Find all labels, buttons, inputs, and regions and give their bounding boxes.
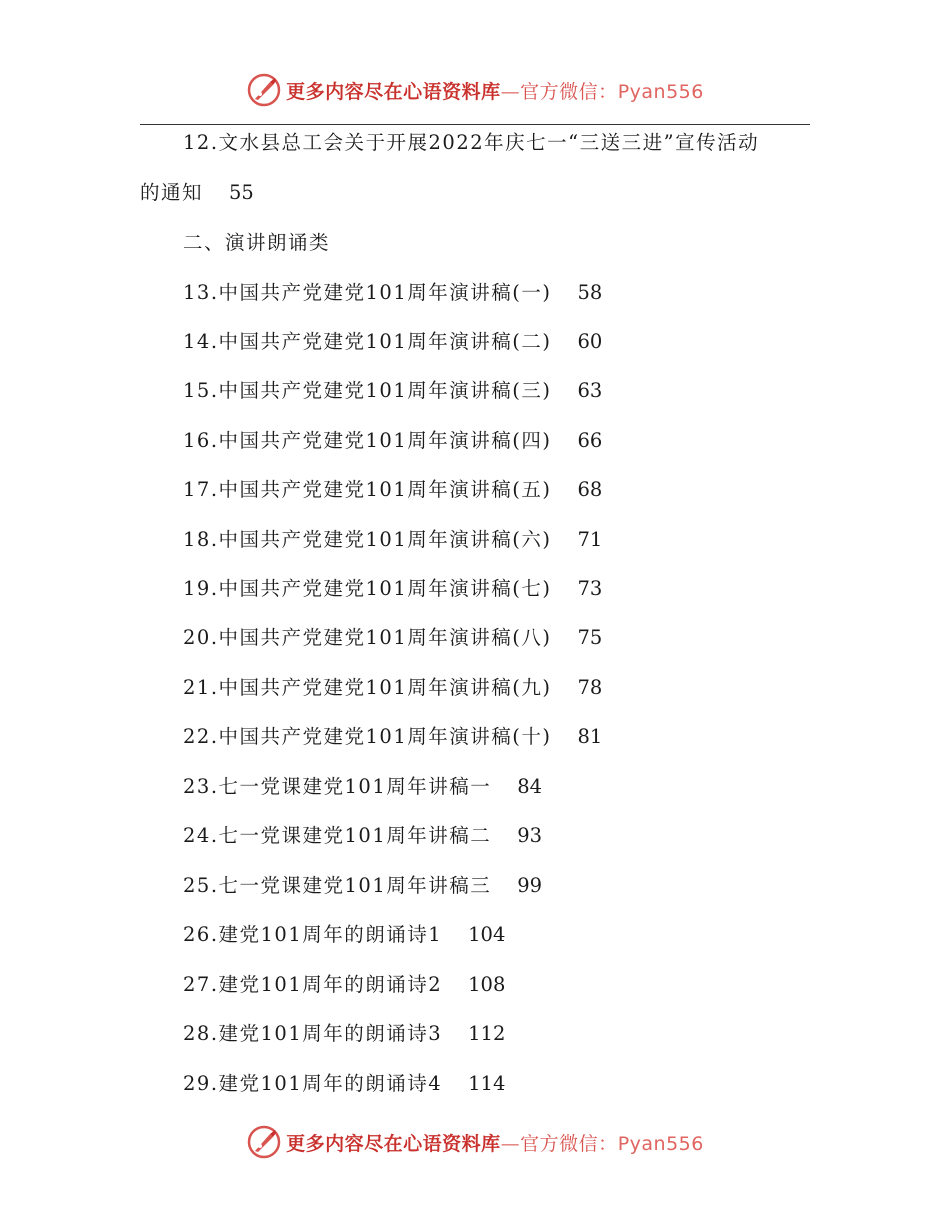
- toc-item-title: 26.建党101周年的朗诵诗1: [183, 923, 443, 946]
- toc-item-12-title-end: 的通知: [140, 181, 204, 204]
- banner-wechat-id: Pyan556: [617, 80, 704, 103]
- header-banner: [0, 68, 950, 112]
- toc-item-page: 73: [577, 577, 603, 600]
- quill-logo-icon: [246, 1124, 282, 1160]
- banner-separator: —: [500, 1132, 521, 1155]
- toc-item: [183, 919, 505, 947]
- toc-item-title: 16.中国共产党建党101周年演讲稿(四): [183, 429, 552, 452]
- banner-text: [286, 1129, 704, 1156]
- section-heading: 二、演讲朗诵类: [183, 231, 331, 254]
- toc-item-page: 81: [577, 725, 603, 748]
- toc-item: [183, 277, 602, 305]
- toc-item: [183, 474, 602, 502]
- toc-item-page: 60: [577, 330, 603, 353]
- toc-item-title: 13.中国共产党建党101周年演讲稿(一): [183, 281, 552, 304]
- banner-wechat-id: Pyan556: [617, 1132, 704, 1155]
- toc-item-title: 20.中国共产党建党101周年演讲稿(八): [183, 626, 552, 649]
- toc-item-page: 104: [468, 923, 506, 946]
- toc-item-page: 75: [577, 626, 603, 649]
- toc-item-page: 99: [517, 874, 543, 897]
- toc-item-page: 71: [577, 528, 603, 551]
- toc-item-page: 112: [468, 1022, 506, 1045]
- toc-item-title: 17.中国共产党建党101周年演讲稿(五): [183, 478, 552, 501]
- header-rule: [140, 124, 810, 125]
- toc-item-page: 114: [468, 1072, 506, 1095]
- toc-item-page: 108: [468, 973, 506, 996]
- toc-item-12-page: 55: [229, 181, 254, 204]
- toc-item-page: 93: [517, 824, 543, 847]
- toc-item: [183, 375, 602, 403]
- toc-item: [183, 573, 602, 601]
- toc-item-title: 21.中国共产党建党101周年演讲稿(九): [183, 676, 552, 699]
- toc-item: [183, 820, 542, 848]
- toc-item-title: 22.中国共产党建党101周年演讲稿(十): [183, 725, 552, 748]
- toc-item: [183, 1018, 505, 1046]
- toc-item: [183, 771, 542, 799]
- toc-item-12-line2: [140, 177, 254, 205]
- toc-item: [183, 672, 602, 700]
- banner-separator: —: [500, 80, 521, 103]
- toc-item: [183, 721, 602, 749]
- toc-item: [183, 326, 602, 354]
- banner-brand: 更多内容尽在心语资料库: [286, 1132, 501, 1155]
- toc-item-title: 28.建党101周年的朗诵诗3: [183, 1022, 443, 1045]
- banner-text: [286, 77, 704, 104]
- toc-item-title: 18.中国共产党建党101周年演讲稿(六): [183, 528, 552, 551]
- toc-item-title: 27.建党101周年的朗诵诗2: [183, 973, 443, 996]
- footer-banner: [0, 1120, 950, 1164]
- toc-item: [183, 622, 602, 650]
- toc-item-page: 66: [577, 429, 603, 452]
- toc-item-page: 68: [577, 478, 603, 501]
- toc-item-page: 58: [577, 281, 603, 304]
- toc-item-page: 84: [517, 775, 543, 798]
- toc-item-title: 23.七一党课建党101周年讲稿一: [183, 775, 492, 798]
- toc-item-title: 25.七一党课建党101周年讲稿三: [183, 874, 492, 897]
- banner-official-label: 官方微信：: [520, 1132, 618, 1155]
- toc-item: [183, 425, 602, 453]
- toc-item: [183, 524, 602, 552]
- toc-item-title: 24.七一党课建党101周年讲稿二: [183, 824, 492, 847]
- toc-item-page: 63: [577, 379, 603, 402]
- banner-official-label: 官方微信：: [520, 80, 618, 103]
- quill-logo-icon: [246, 72, 282, 108]
- banner-brand: 更多内容尽在心语资料库: [286, 80, 501, 103]
- toc-item-title: 29.建党101周年的朗诵诗4: [183, 1072, 443, 1095]
- toc-item-page: 78: [577, 676, 603, 699]
- toc-item-title: 14.中国共产党建党101周年演讲稿(二): [183, 330, 552, 353]
- toc-item-title: 15.中国共产党建党101周年演讲稿(三): [183, 379, 552, 402]
- toc-item: [183, 1068, 505, 1096]
- toc-item: [183, 870, 542, 898]
- toc-item: [183, 969, 505, 997]
- toc-item-12-line1: 12.文水县总工会关于开展2022年庆七一“三送三进”宣传活动: [183, 131, 760, 154]
- toc-item-title: 19.中国共产党建党101周年演讲稿(七): [183, 577, 552, 600]
